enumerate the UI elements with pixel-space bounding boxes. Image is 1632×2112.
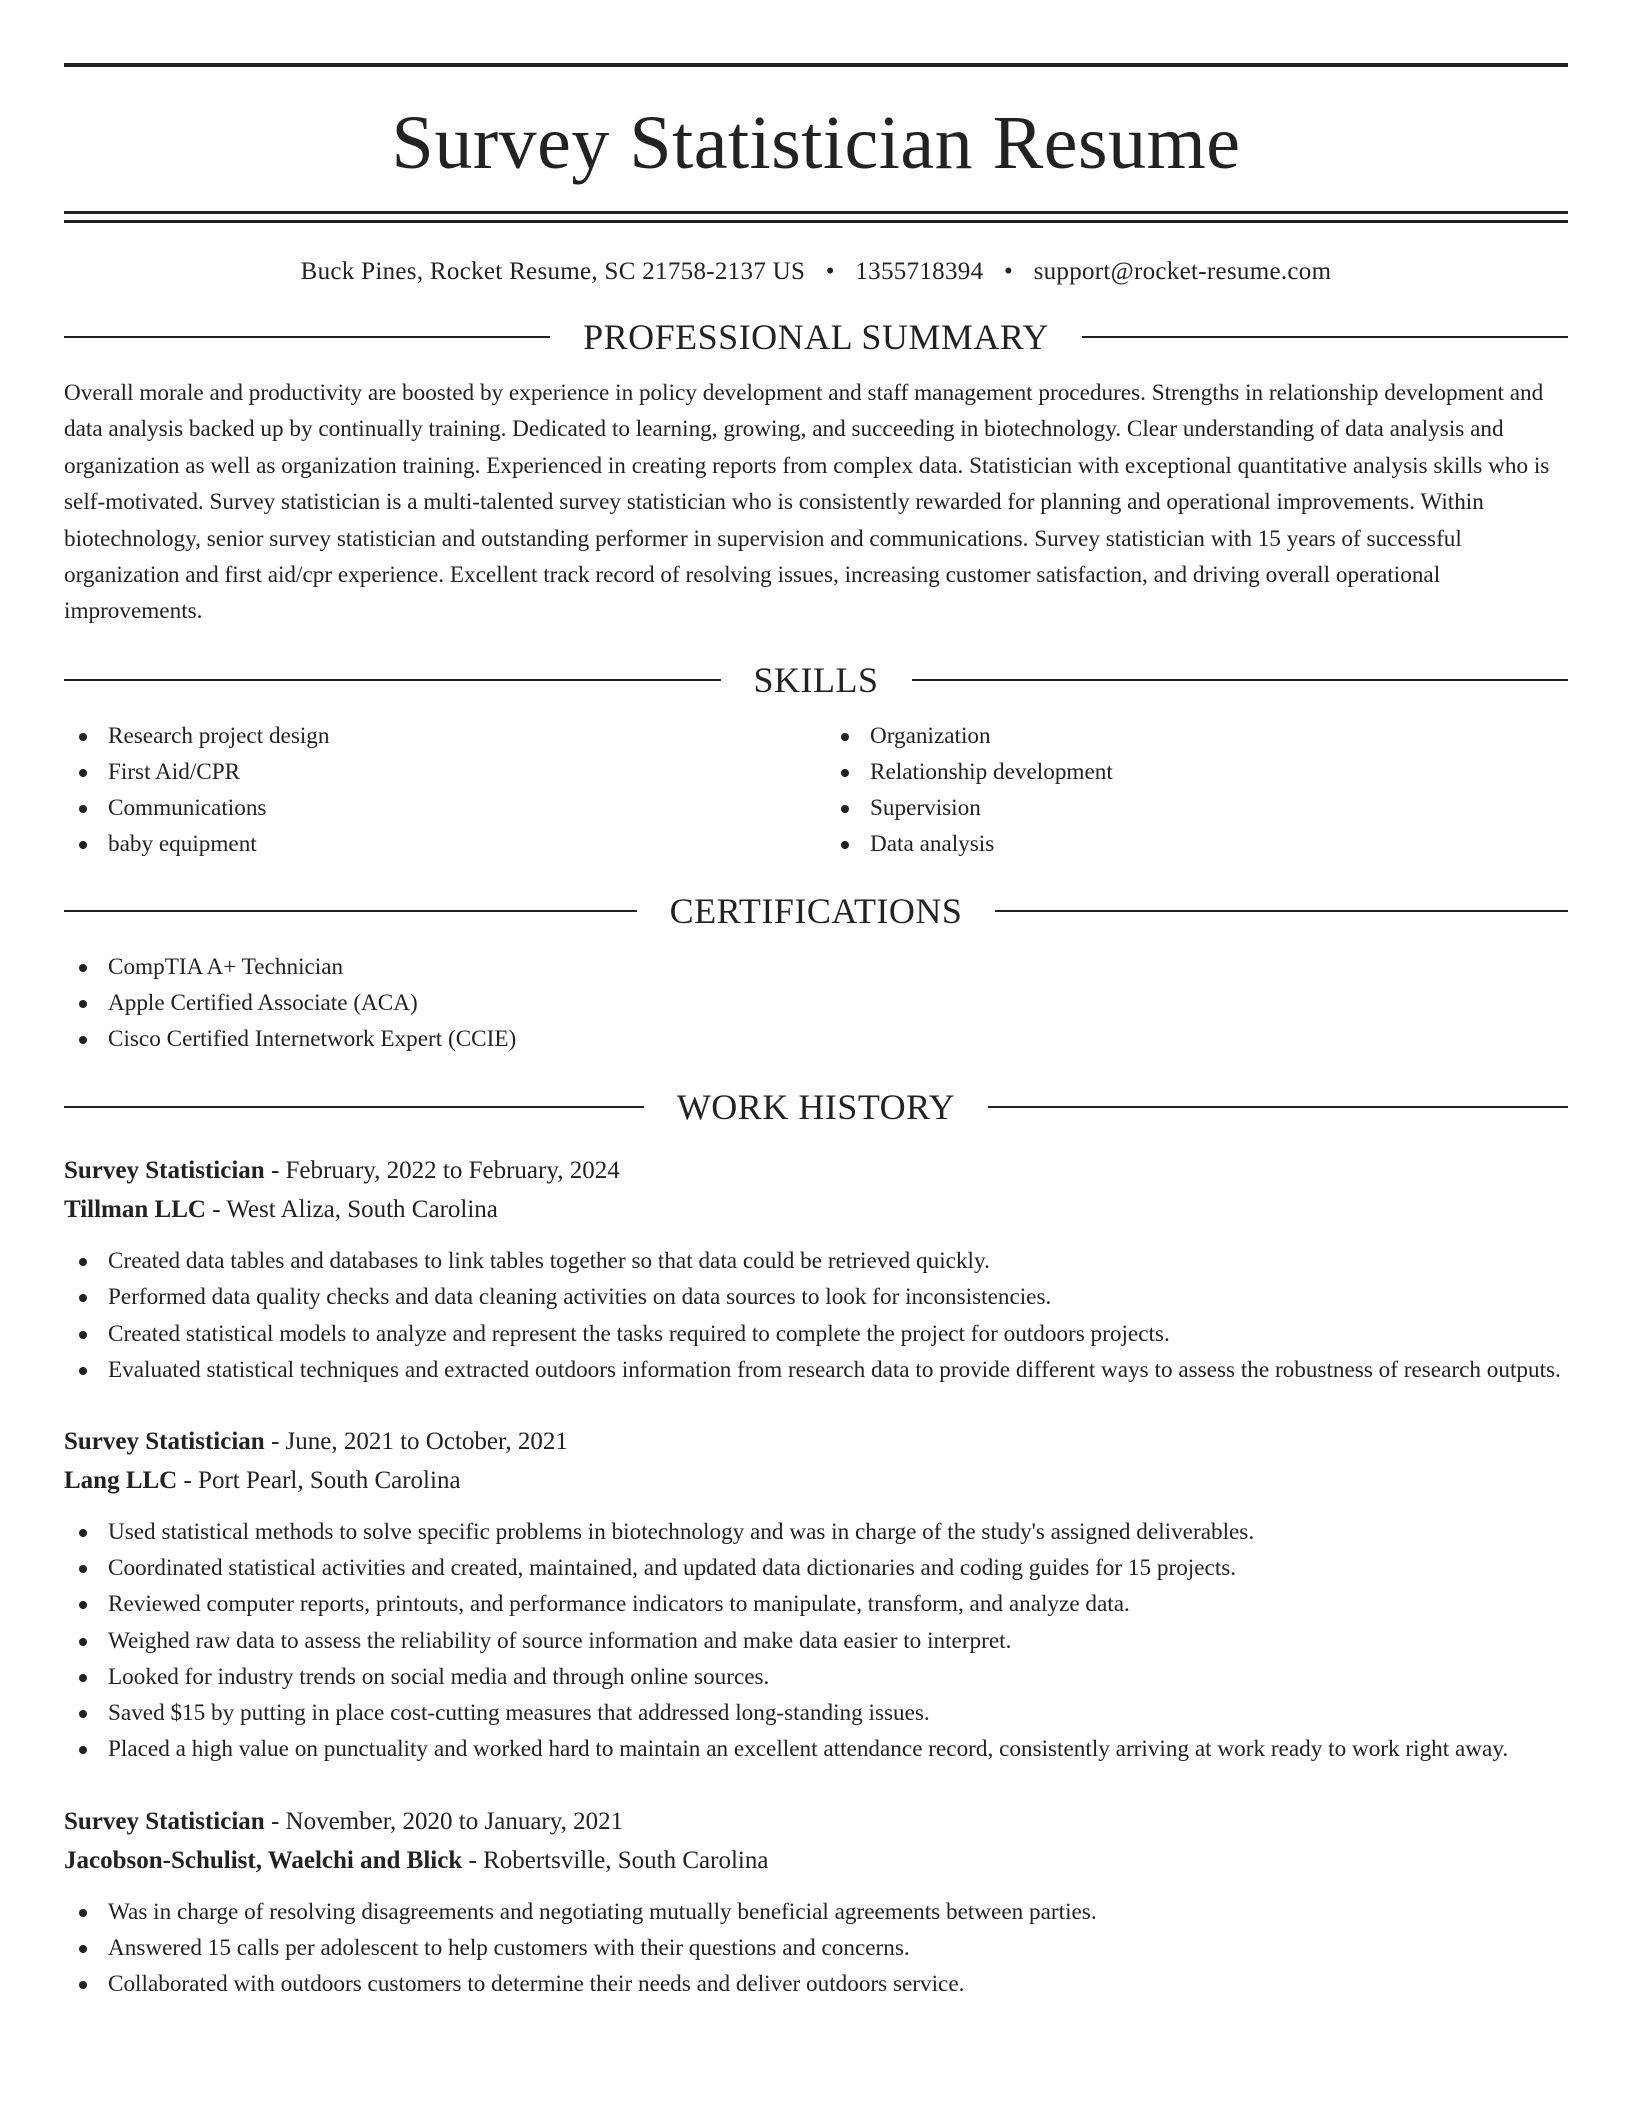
job-bullet: Created statistical models to analyze and represent the tasks required to complete the project for outdoors projects. xyxy=(64,1316,1568,1352)
certification-item: CompTIA A+ Technician xyxy=(64,949,1568,985)
skill-item: Research project design xyxy=(64,718,806,754)
job-company: Jacobson-Schulist, Waelchi and Blick xyxy=(64,1846,463,1874)
job-title: Survey Statistician xyxy=(64,1807,265,1835)
contact-email: support@rocket-resume.com xyxy=(1033,258,1332,285)
skills-section-header xyxy=(64,660,1568,700)
job-company-line xyxy=(64,1841,1568,1880)
job-title: Survey Statistician xyxy=(64,1157,265,1185)
job-bullet: Was in charge of resolving disagreements and negotiating mutually beneficial agreements between parties. xyxy=(64,1894,1568,1930)
skill-item: Communications xyxy=(64,790,806,826)
job-bullet: Collaborated with outdoors customers to determine their needs and deliver outdoors service. xyxy=(64,1966,1568,2002)
skill-item: Relationship development xyxy=(826,754,1568,790)
job-bullet: Created data tables and databases to link tables together so that data could be retrieved quickly. xyxy=(64,1243,1568,1279)
skill-item: Supervision xyxy=(826,790,1568,826)
skill-item: First Aid/CPR xyxy=(64,754,806,790)
section-rule-right xyxy=(988,1106,1568,1108)
summary-section-title: PROFESSIONAL SUMMARY xyxy=(583,317,1049,357)
work-section-title: WORK HISTORY xyxy=(676,1087,956,1128)
section-rule-left xyxy=(64,910,637,912)
job-title: Survey Statistician xyxy=(64,1428,265,1456)
resume-title: Survey Statistician Resume xyxy=(391,101,1241,185)
job-location: - Robertsville, South Carolina xyxy=(462,1846,769,1874)
section-rule-left xyxy=(64,1106,644,1108)
job-title-line xyxy=(64,1422,1568,1461)
certification-item: Apple Certified Associate (ACA) xyxy=(64,985,1568,1021)
skill-item: Data analysis xyxy=(826,826,1568,862)
job-entry xyxy=(64,1151,1568,1388)
job-bullet: Used statistical methods to solve specific problems in biotechnology and was in charge of the study's assigned deliverables. xyxy=(64,1514,1568,1550)
title-double-rule xyxy=(64,211,1568,223)
job-bullet: Reviewed computer reports, printouts, and performance indicators to manipulate, transform, and analyze data. xyxy=(64,1586,1568,1622)
job-bullet: Looked for industry trends on social media and through online sources. xyxy=(64,1659,1568,1695)
section-rule-right xyxy=(995,910,1568,912)
job-company: Tillman LLC xyxy=(64,1196,206,1224)
section-rule-right xyxy=(1082,336,1568,338)
work-section-header xyxy=(64,1087,1568,1127)
resume-page xyxy=(64,0,1568,2002)
job-company-line xyxy=(64,1461,1568,1500)
job-bullet: Answered 15 calls per adolescent to help customers with their questions and concerns. xyxy=(64,1930,1568,1966)
skill-item: baby equipment xyxy=(64,826,806,862)
skills-grid xyxy=(64,718,1568,863)
skills-list-left xyxy=(64,718,806,863)
job-dates: - November, 2020 to January, 2021 xyxy=(264,1807,624,1835)
job-location: - West Aliza, South Carolina xyxy=(205,1196,498,1224)
job-title-line xyxy=(64,1151,1568,1190)
top-rule xyxy=(64,63,1568,67)
skills-list-right xyxy=(826,718,1568,863)
certifications-section-title: CERTIFICATIONS xyxy=(669,890,963,931)
certification-item: Cisco Certified Internetwork Expert (CCIE) xyxy=(64,1021,1568,1057)
contact-line xyxy=(64,257,1568,287)
summary-section-header xyxy=(64,317,1568,357)
job-dates: - February, 2022 to February, 2024 xyxy=(264,1157,620,1185)
job-spacer xyxy=(64,1388,1568,1422)
job-bullet: Saved $15 by putting in place cost-cutting measures that addressed long-standing issues. xyxy=(64,1695,1568,1731)
job-spacer xyxy=(64,1768,1568,1802)
job-entry xyxy=(64,1422,1568,1767)
job-location: - Port Pearl, South Carolina xyxy=(177,1467,461,1495)
contact-phone: 1355718394 xyxy=(855,258,984,285)
section-rule-left xyxy=(64,679,721,681)
job-bullets xyxy=(64,1894,1568,2003)
summary-paragraph: Overall morale and productivity are boosted by experience in policy development and staff management procedures. Strengths in relationship development and data analysis backed up by continually training. Dedicated to learning, growing, and succeeding in biotechnology. Clear understanding of data analysis and organization as well as organization training. Experienced in creating reports from complex data. Statistician with exceptional quantitative analysis skills who is self-motivated. Survey statistician is a multi-talented survey statistician who is consistently rewarded for planning and operational improvements. Within biotechnology, senior survey statistician and outstanding performer in supervision and communications. Survey statistician with 15 years of successful organization and first aid/cpr experience. Excellent track record of resolving issues, increasing customer satisfaction, and driving overall operational improvements. xyxy=(64,380,1550,625)
job-bullets xyxy=(64,1243,1568,1388)
job-title-line xyxy=(64,1802,1568,1841)
job-dates: - June, 2021 to October, 2021 xyxy=(264,1428,568,1456)
contact-separator: • xyxy=(825,258,835,285)
job-company-line xyxy=(64,1190,1568,1229)
certifications-list xyxy=(64,949,1568,1058)
section-rule-right xyxy=(912,679,1569,681)
section-rule-left xyxy=(64,336,550,338)
job-bullet: Placed a high value on punctuality and worked hard to maintain an excellent attendance record, consistently arriving at work ready to work right away. xyxy=(64,1731,1568,1767)
job-company: Lang LLC xyxy=(64,1467,178,1495)
job-bullet: Coordinated statistical activities and created, maintained, and updated data dictionaries and coding guides for 15 projects. xyxy=(64,1550,1568,1586)
contact-separator: • xyxy=(1003,258,1013,285)
skills-section-title: SKILLS xyxy=(753,659,879,700)
contact-address: Buck Pines, Rocket Resume, SC 21758-2137 US xyxy=(300,258,806,285)
skill-item: Organization xyxy=(826,718,1568,754)
job-bullet: Performed data quality checks and data cleaning activities on data sources to look for inconsistencies. xyxy=(64,1279,1568,1315)
job-entry xyxy=(64,1802,1568,2003)
job-bullet: Evaluated statistical techniques and extracted outdoors information from research data to provide different ways to assess the robustness of research outputs. xyxy=(64,1352,1568,1388)
job-bullet: Weighed raw data to assess the reliability of source information and make data easier to interpret. xyxy=(64,1623,1568,1659)
job-bullets xyxy=(64,1514,1568,1767)
certifications-section-header xyxy=(64,891,1568,931)
